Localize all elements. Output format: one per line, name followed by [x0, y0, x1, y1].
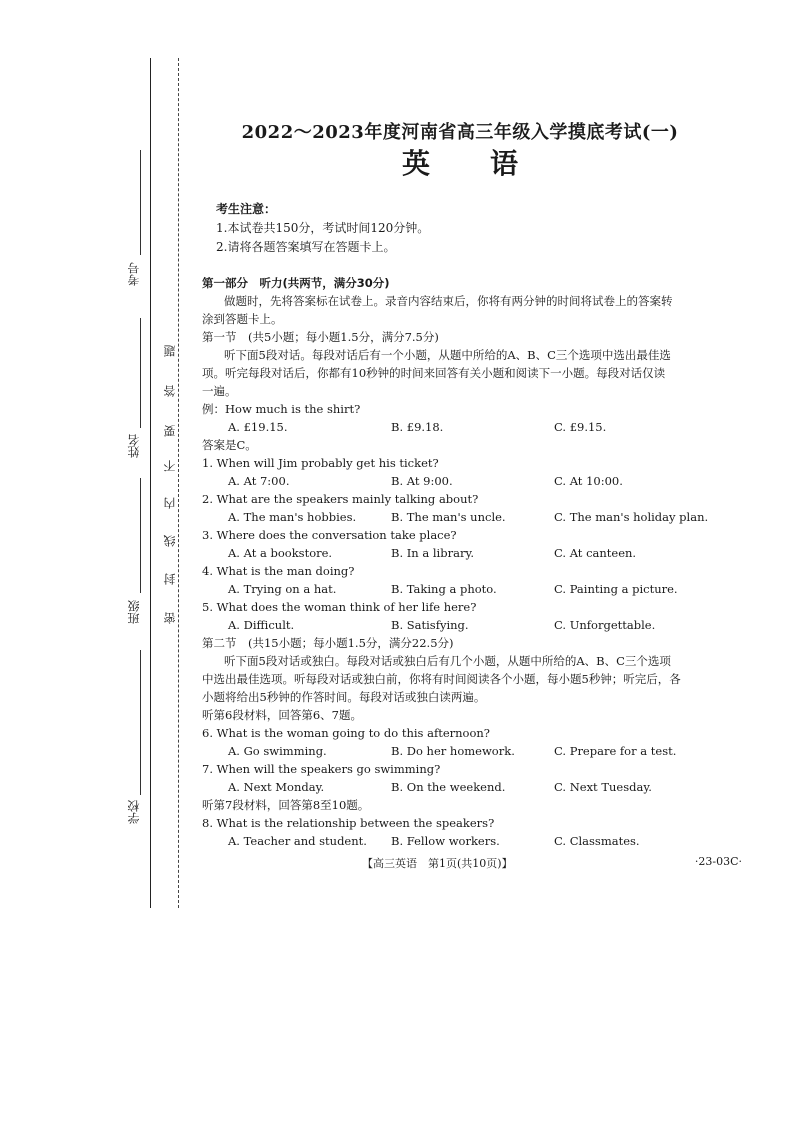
- option: A. Go swimming.: [228, 744, 327, 758]
- notice-item: 1.本试卷共150分，考试时间120分钟。: [216, 221, 430, 235]
- option: B. At 9:00.: [391, 474, 453, 488]
- part1-intro-line: 做题时，先将答案标在试卷上。录音内容结束后，你将有两分钟的时间将试卷上的答案转: [224, 294, 673, 308]
- question-text: 8. What is the relationship between the speakers?: [202, 816, 495, 830]
- example-question: 例：How much is the shirt?: [202, 402, 361, 416]
- option: B. Fellow workers.: [391, 834, 500, 848]
- exam-title: 2022～2023年度河南省高三年级入学摸底考试(一): [241, 122, 679, 143]
- field-school-label: 学校: [127, 800, 141, 824]
- question-block: [202, 454, 742, 490]
- field-name-label: 姓名: [127, 434, 141, 458]
- section1-intro-line: 项。听完每段对话后，你都有10秒钟的时间来回答有关小题和阅读下一小题。每段对话仅读: [202, 366, 666, 380]
- option: C. At canteen.: [554, 546, 637, 560]
- part1-intro-line: 涂到答题卡上。: [202, 312, 283, 326]
- question-text: 5. What does the woman think of her life here?: [202, 600, 477, 614]
- option: B. Taking a photo.: [391, 582, 497, 596]
- section1-heading: 第一节 (共5小题；每小题1.5分，满分7.5分): [202, 330, 439, 344]
- option: A. Next Monday.: [228, 780, 325, 794]
- seal-char: 密: [163, 612, 177, 624]
- part1-heading: 第一部分 听力(共两节，满分30分): [202, 276, 390, 290]
- field-exam-number-label: 考号: [127, 262, 141, 286]
- option: A. At a bookstore.: [228, 546, 333, 560]
- field-name-blank[interactable]: [140, 318, 141, 428]
- question-block: [202, 562, 742, 598]
- question-text: 4. What is the man doing?: [202, 564, 355, 578]
- option: A. Teacher and student.: [228, 834, 367, 848]
- section2-intro-line: 听下面5段对话或独白。每段对话或独白后有几个小题，从题中所给的A、B、C三个选项: [224, 654, 671, 668]
- question-options: [202, 508, 742, 526]
- seal-char: 要: [163, 425, 177, 437]
- option: B. Do her homework.: [391, 744, 515, 758]
- question-options: [202, 472, 742, 490]
- seal-char: 线: [163, 535, 177, 547]
- question-options: [202, 616, 742, 634]
- exam-body: [202, 274, 742, 850]
- question-block: [202, 760, 742, 796]
- seal-char: 内: [163, 497, 177, 509]
- question-text: 2. What are the speakers mainly talking about?: [202, 492, 479, 506]
- option: C. The man's holiday plan.: [554, 510, 709, 524]
- field-school-blank[interactable]: [140, 650, 141, 795]
- section2-heading: 第二节 (共15小题；每小题1.5分，满分22.5分): [202, 636, 454, 650]
- question-options: [202, 580, 742, 598]
- seal-char: 题: [163, 345, 177, 357]
- question-text: 7. When will the speakers go swimming?: [202, 762, 441, 776]
- option: C. Painting a picture.: [554, 582, 678, 596]
- question-options: [202, 832, 742, 850]
- question-block: [202, 724, 742, 760]
- material-instruction: 听第6段材料，回答第6、7题。: [202, 708, 362, 722]
- example-options: [202, 418, 742, 436]
- seal-char: 封: [163, 573, 177, 585]
- section1-intro-line: 一遍。: [202, 384, 237, 398]
- section1-intro-line: 听下面5段对话。每段对话后有一个小题，从题中所给的A、B、C三个选项中选出最佳选: [224, 348, 671, 362]
- material-instruction: 听第7段材料，回答第8至10题。: [202, 798, 370, 812]
- option: A. At 7:00.: [228, 474, 290, 488]
- notice-block: [216, 200, 429, 257]
- option: A. Difficult.: [228, 618, 295, 632]
- question-block: [202, 814, 742, 850]
- margin-line: [150, 58, 151, 908]
- margin-dashed-line: [178, 58, 179, 908]
- option: C. Unforgettable.: [554, 618, 656, 632]
- option: A. Trying on a hat.: [228, 582, 337, 596]
- exam-subject: 英语: [401, 147, 578, 180]
- question-options: [202, 742, 742, 760]
- question-options: [202, 778, 742, 796]
- question-block: [202, 598, 742, 634]
- question-text: 6. What is the woman going to do this afternoon?: [202, 726, 490, 740]
- option: A. The man's hobbies.: [228, 510, 357, 524]
- question-options: [202, 544, 742, 562]
- option: C. At 10:00.: [554, 474, 623, 488]
- option: C. Next Tuesday.: [554, 780, 652, 794]
- option: C. Prepare for a test.: [554, 744, 677, 758]
- page-info: 【高三英语 第1页(共10页)】: [362, 857, 513, 870]
- section2-intro-line: 中选出最佳选项。听每段对话或独白前，你将有时间阅读各个小题，每小题5秒钟；听完后，各: [202, 672, 681, 686]
- option: B. Satisfying.: [391, 618, 469, 632]
- question-text: 3. Where does the conversation take place?: [202, 528, 457, 542]
- example-answer: 答案是C。: [202, 438, 257, 452]
- notice-heading: 考生注意：: [216, 202, 277, 216]
- seal-char: 不: [163, 460, 177, 472]
- option: B. On the weekend.: [391, 780, 506, 794]
- question-text: 1. When will Jim probably get his ticket?: [202, 456, 439, 470]
- option: C. Classmates.: [554, 834, 640, 848]
- exam-code: ·23-03C·: [694, 855, 742, 868]
- option: A. £19.15.: [228, 420, 288, 434]
- section2-intro-line: 小题将给出5秒钟的作答时间。每段对话或独白读两遍。: [202, 690, 486, 704]
- field-exam-number-blank[interactable]: [140, 150, 141, 255]
- question-block: [202, 526, 742, 562]
- field-class-label: 班级: [127, 600, 141, 624]
- option: B. The man's uncle.: [391, 510, 506, 524]
- question-block: [202, 490, 742, 526]
- seal-char: 答: [163, 385, 177, 397]
- option: C. £9.15.: [554, 420, 607, 434]
- notice-item: 2.请将各题答案填写在答题卡上。: [216, 240, 396, 254]
- option: B. £9.18.: [391, 420, 444, 434]
- option: B. In a library.: [391, 546, 475, 560]
- field-class-blank[interactable]: [140, 478, 141, 593]
